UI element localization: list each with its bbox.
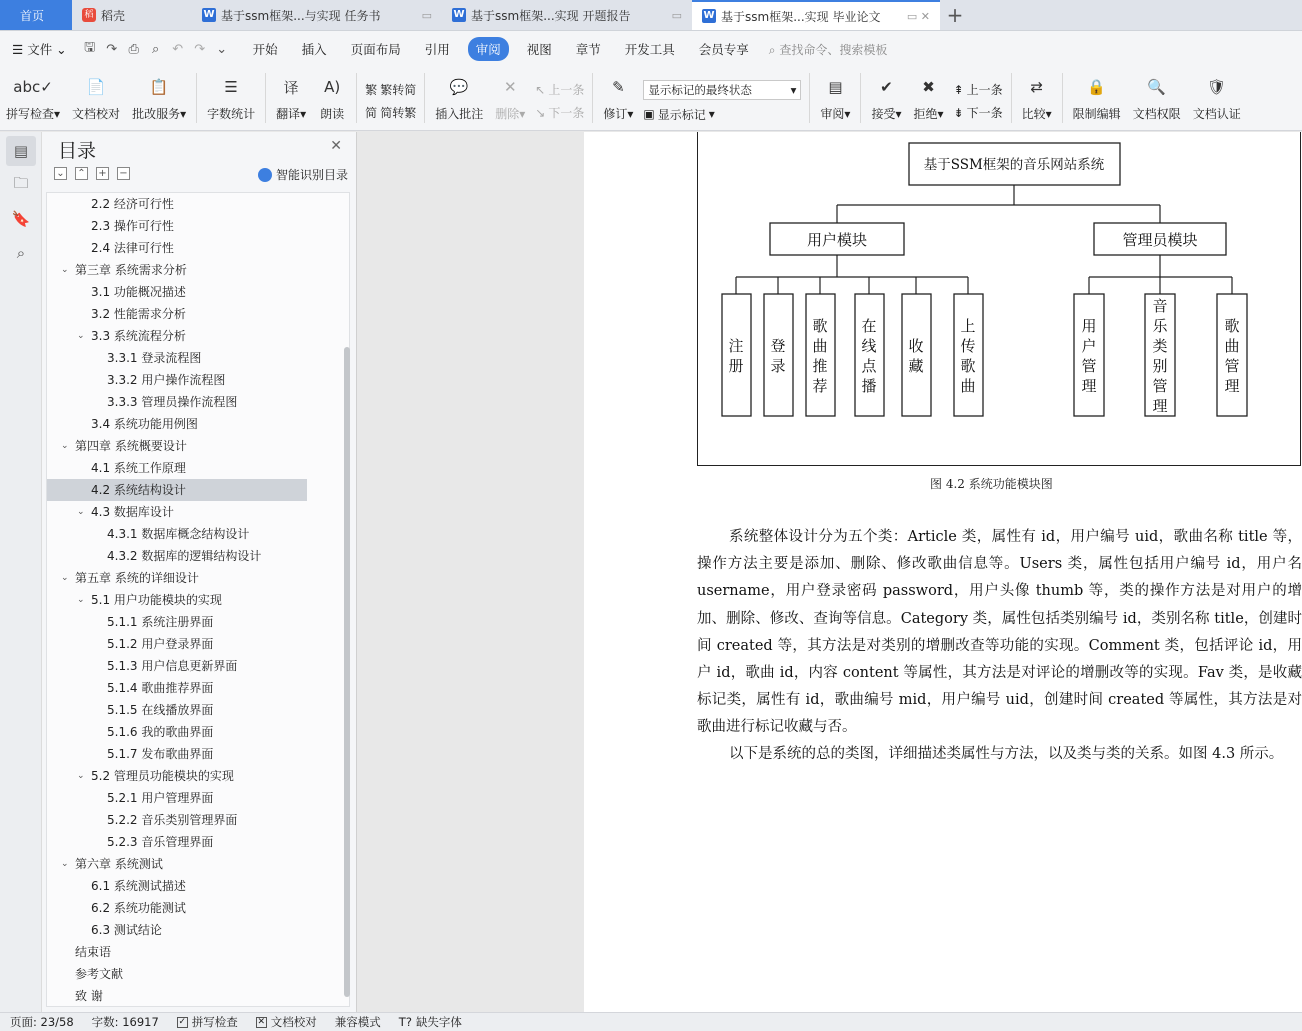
command-search-placeholder: 查找命令、搜索模板 bbox=[779, 42, 888, 57]
command-search[interactable]: ⌕ 查找命令、搜索模板 bbox=[768, 42, 888, 57]
admin-function-label: 理 bbox=[1081, 377, 1097, 395]
toc-item-label: 第四章 系统概要设计 bbox=[75, 439, 187, 453]
compat-mode: 兼容模式 bbox=[334, 1015, 381, 1029]
accept-button[interactable]: ✔ 接受▾ bbox=[865, 67, 907, 129]
chapter-nav-icon[interactable]: 🗀 bbox=[13, 173, 29, 192]
toc-item[interactable] bbox=[47, 413, 349, 435]
markup-state-value: 显示标记的最终状态 bbox=[648, 82, 752, 97]
menu-bar bbox=[0, 31, 1302, 67]
markup-state-select[interactable] bbox=[643, 80, 801, 100]
body-paragraph: 系统整体设计分为五个类：Article 类，属性有 id，用户编号 uid，歌曲名称 title 等，操作方法主要是添加、删除、修改歌曲信息等。Users 类，属性包括用户编号 id，用户名 username，用户登录密码 password，用户头像 thumb 等，类的操作方法是对用户的增加、删除、修改、查询等信息。Category 类，属性包括类别编号 id，类别名称 title，创建时间 created 等，其方法是对类别的增删改查等功能的实现。Comment 类，包括评论 id，用户 id，歌曲 id，内容 content 等属性，其方法是对评论的增删改等的实现。Fav 类，是收藏标记类，属性有 id，歌曲编号 mid，用户编号 uid，创建时间 created 等属性，其方法是对歌曲进行标记收藏与否。 bbox=[697, 529, 1302, 736]
chevron-down-icon[interactable]: ⌄ bbox=[77, 595, 85, 605]
toc-item[interactable] bbox=[47, 677, 349, 699]
chevron-down-icon[interactable]: ⌄ bbox=[77, 331, 85, 341]
toc-item[interactable] bbox=[47, 721, 349, 743]
trad-to-simp-button[interactable] bbox=[365, 81, 416, 98]
chevron-down-icon: ▾ bbox=[790, 82, 797, 97]
trad-simp-group bbox=[361, 67, 420, 129]
toc-scrollbar[interactable] bbox=[344, 347, 350, 997]
toc-item-label: 5.2.1 用户管理界面 bbox=[107, 791, 214, 805]
admin-function-label: 用 bbox=[1081, 317, 1097, 335]
word-count-label: 字数统计 bbox=[207, 107, 256, 121]
comment-nav-group bbox=[531, 67, 588, 129]
tab-doc-proposal-label: 基于ssm框架...实现 开题报告 bbox=[471, 8, 631, 23]
toc-item[interactable] bbox=[47, 633, 349, 655]
toc-item[interactable] bbox=[47, 809, 349, 831]
screen-icon[interactable]: ▭ bbox=[421, 8, 432, 22]
user-function-box bbox=[954, 294, 983, 416]
toc-item[interactable] bbox=[47, 193, 349, 215]
markup-group bbox=[639, 67, 805, 129]
admin-function-label: 理 bbox=[1152, 397, 1168, 415]
tab-doc-task-label: 基于ssm框架...与实现 任务书 bbox=[221, 8, 381, 23]
spellcheck-label: 拼写检查 bbox=[6, 107, 55, 121]
user-function-label: 在 bbox=[861, 317, 877, 335]
user-function-label: 曲 bbox=[812, 337, 828, 355]
toc-item-label: 5.2.3 音乐管理界面 bbox=[107, 835, 214, 849]
spellcheck-icon: abc✓ bbox=[13, 78, 53, 96]
reject-icon: ✖ bbox=[922, 78, 935, 96]
doc-permission-button[interactable] bbox=[1127, 67, 1187, 129]
insert-comment-label: 插入批注 bbox=[435, 107, 484, 121]
user-function-label: 推 bbox=[812, 357, 828, 375]
toc-item-label: 4.3.2 数据库的逻辑结构设计 bbox=[107, 549, 262, 563]
chevron-down-icon[interactable]: ⌄ bbox=[61, 441, 69, 451]
toc-panel-icon[interactable]: ▤ bbox=[6, 136, 36, 166]
body-paragraph: 以下是系统的总的类图，详细描述类属性与方法，以及类与类的关系。如图 4.3 所示。 bbox=[729, 746, 1284, 762]
font-icon: T? bbox=[398, 1015, 412, 1029]
wps-writer-icon: W bbox=[203, 9, 215, 20]
simp-to-trad-label: 简转繁 bbox=[380, 106, 417, 120]
user-function-label: 收 bbox=[908, 337, 924, 355]
user-function-label: 上 bbox=[960, 317, 976, 335]
toc-item-label: 3.3.1 登录流程图 bbox=[107, 351, 202, 365]
prev-icon: ↖ bbox=[535, 82, 546, 97]
toc-item[interactable] bbox=[47, 237, 349, 259]
user-function-label: 线 bbox=[861, 337, 877, 355]
toc-title: 目录 bbox=[58, 140, 97, 162]
toc-item-label: 3.2 性能需求分析 bbox=[91, 307, 186, 321]
toc-item-label: 5.1 用户功能模块的实现 bbox=[91, 593, 222, 607]
tab-daoke-label: 稻壳 bbox=[101, 8, 126, 23]
chevron-down-icon[interactable]: ⌄ bbox=[61, 859, 69, 869]
toc-item[interactable] bbox=[47, 941, 349, 963]
doc-proof-icon: 📄 bbox=[86, 78, 106, 96]
admin-function-label: 音 bbox=[1152, 297, 1168, 315]
menu-review[interactable]: 审阅 bbox=[468, 37, 509, 61]
prev-change-icon: ⇞ bbox=[953, 82, 964, 97]
new-tab-button[interactable]: + bbox=[946, 3, 964, 27]
toc-item[interactable] bbox=[47, 567, 349, 589]
toc-item[interactable] bbox=[47, 523, 349, 545]
user-function-box bbox=[722, 294, 751, 416]
file-menu[interactable]: ☰ 文件 ⌄ bbox=[12, 42, 67, 57]
user-function-label: 藏 bbox=[908, 357, 924, 375]
toc-item[interactable] bbox=[47, 919, 349, 941]
batch-service-button[interactable]: 📋 批改服务▾ bbox=[126, 67, 192, 129]
admin-function-label: 理 bbox=[1224, 377, 1240, 395]
toc-item-label: 5.2 管理员功能模块的实现 bbox=[91, 769, 234, 783]
toc-item-label: 第三章 系统需求分析 bbox=[75, 263, 187, 277]
toc-item-label: 2.4 法律可行性 bbox=[91, 241, 174, 255]
trad-simp-icon: 繁 bbox=[365, 83, 378, 97]
toc-item[interactable] bbox=[47, 479, 307, 501]
preview-icon[interactable]: ⌕ bbox=[152, 41, 160, 57]
simp-trad-icon: 简 bbox=[365, 106, 378, 120]
word-count[interactable]: 字数: 16917 bbox=[91, 1015, 159, 1029]
doc-cert-label: 文档认证 bbox=[1192, 107, 1241, 121]
compare-icon: ⇄ bbox=[1030, 78, 1043, 96]
ribbon-divider bbox=[265, 73, 266, 123]
undo-icon[interactable]: ↶ bbox=[172, 41, 184, 57]
nav-rail bbox=[0, 132, 42, 1012]
menu-insert[interactable]: 插入 bbox=[301, 42, 327, 57]
menu-devtools[interactable]: 开发工具 bbox=[624, 42, 675, 57]
toc-item-label: 5.1.3 用户信息更新界面 bbox=[107, 659, 238, 673]
ribbon-divider bbox=[592, 73, 593, 123]
tab-daoke[interactable] bbox=[72, 0, 192, 30]
save-icon[interactable]: 🖫 bbox=[84, 40, 96, 55]
toc-item[interactable] bbox=[47, 435, 349, 457]
toc-item-label: 5.1.7 发布歌曲界面 bbox=[107, 747, 214, 761]
toc-item[interactable] bbox=[47, 369, 349, 391]
plus-icon[interactable]: + bbox=[96, 167, 109, 180]
compare-label: 比较 bbox=[1021, 107, 1046, 121]
toc-item[interactable] bbox=[47, 259, 349, 281]
admin-function-label: 管 bbox=[1152, 377, 1168, 395]
toc-item-label: 5.1.6 我的歌曲界面 bbox=[107, 725, 214, 739]
spellcheck-toggle[interactable] bbox=[167, 1014, 246, 1030]
search-icon[interactable]: ⌕ bbox=[16, 244, 26, 262]
ribbon-divider bbox=[809, 73, 810, 123]
toc-item-label: 3.3.2 用户操作流程图 bbox=[107, 373, 226, 387]
toc-item[interactable] bbox=[47, 391, 349, 413]
trad-to-simp-label: 繁转简 bbox=[380, 83, 417, 97]
admin-function-box bbox=[1217, 294, 1247, 416]
prev-comment-button[interactable] bbox=[535, 81, 584, 98]
user-function-label: 注 bbox=[728, 337, 744, 355]
minus-icon[interactable]: − bbox=[117, 167, 130, 180]
review-ribbon bbox=[0, 67, 1302, 131]
user-function-box bbox=[855, 294, 884, 416]
toc-item-label: 第六章 系统测试 bbox=[75, 857, 163, 871]
ribbon-divider bbox=[860, 73, 861, 123]
toc-item[interactable] bbox=[47, 699, 349, 721]
toc-item-label: 4.3 数据库设计 bbox=[91, 505, 174, 519]
toc-item-label: 4.1 系统工作原理 bbox=[91, 461, 186, 475]
toc-toolbar bbox=[54, 167, 130, 180]
toc-item[interactable] bbox=[47, 875, 349, 897]
page-indicator[interactable]: 页面: 23/58 bbox=[10, 1015, 74, 1029]
admin-function-label: 管 bbox=[1081, 357, 1097, 375]
toc-item-label: 致 谢 bbox=[75, 989, 103, 1003]
menu-chapter[interactable]: 章节 bbox=[575, 42, 601, 57]
admin-function-label: 歌 bbox=[1224, 317, 1240, 335]
toc-item[interactable] bbox=[47, 787, 349, 809]
menu-member[interactable]: 会员专享 bbox=[698, 42, 749, 57]
doc-proof-label: 文档校对 bbox=[72, 107, 121, 121]
collapse-all-icon[interactable]: ⌄ bbox=[54, 167, 67, 180]
batch-service-label: 批改服务 bbox=[132, 107, 181, 121]
tab-doc-proposal[interactable] bbox=[442, 0, 692, 30]
toc-item-label: 3.1 功能概况描述 bbox=[91, 285, 186, 299]
close-icon[interactable]: ▭ ✕ bbox=[906, 9, 930, 23]
next-change-label: 下一条 bbox=[966, 106, 1003, 120]
tab-bar bbox=[0, 0, 1302, 31]
file-menu-label: 文件 bbox=[27, 42, 53, 57]
restrict-edit-button[interactable] bbox=[1067, 67, 1127, 129]
toc-item-label: 6.2 系统功能测试 bbox=[91, 901, 186, 915]
expand-up-icon[interactable]: ⌃ bbox=[75, 167, 88, 180]
batch-service-icon: 📋 bbox=[149, 78, 169, 96]
prev-change-label: 上一条 bbox=[966, 83, 1003, 97]
status-bar bbox=[0, 1012, 1302, 1031]
user-module-label: 用户模块 bbox=[806, 231, 868, 249]
next-change-icon: ⇟ bbox=[953, 105, 964, 120]
tab-home[interactable] bbox=[0, 0, 72, 30]
tab-doc-task[interactable] bbox=[192, 0, 442, 30]
doc-permission-label: 文档权限 bbox=[1132, 107, 1181, 121]
lock-icon: 🔒 bbox=[1087, 78, 1106, 96]
toc-item[interactable] bbox=[47, 655, 349, 677]
user-function-label: 册 bbox=[728, 357, 744, 375]
toc-item[interactable] bbox=[47, 457, 349, 479]
redo-icon[interactable]: ↷ bbox=[194, 41, 206, 57]
admin-function-label: 曲 bbox=[1224, 337, 1240, 355]
user-function-label: 录 bbox=[770, 357, 786, 375]
missing-font[interactable] bbox=[389, 1014, 470, 1030]
accept-label: 接受 bbox=[871, 107, 896, 121]
admin-function-label: 类 bbox=[1152, 337, 1168, 355]
toc-item-label: 3.3.3 管理员操作流程图 bbox=[107, 395, 238, 409]
toc-item-label: 6.1 系统测试描述 bbox=[91, 879, 186, 893]
admin-function-box bbox=[1074, 294, 1104, 416]
revise-button[interactable]: ✎ 修订▾ bbox=[597, 67, 639, 129]
compare-button[interactable]: ⇄ 比较▾ bbox=[1016, 67, 1058, 129]
chevron-down-icon[interactable]: ⌄ bbox=[77, 771, 85, 781]
delete-comment-label: 删除 bbox=[495, 107, 520, 121]
toc-item[interactable] bbox=[47, 897, 349, 919]
print-icon[interactable]: ⎙ bbox=[128, 41, 139, 57]
toc-item-label: 5.1.4 歌曲推荐界面 bbox=[107, 681, 214, 695]
user-function-label: 荐 bbox=[812, 377, 828, 395]
translate-button[interactable]: 译 翻译▾ bbox=[270, 67, 312, 129]
read-aloud-label: 朗读 bbox=[320, 107, 345, 121]
missing-font-label: 缺失字体 bbox=[415, 1015, 462, 1029]
toc-item[interactable] bbox=[47, 501, 349, 523]
toc-list bbox=[46, 192, 350, 1007]
toc-item[interactable] bbox=[47, 831, 349, 853]
tab-doc-thesis-label: 基于ssm框架...实现 毕业论文 bbox=[721, 9, 881, 24]
user-function-box bbox=[764, 294, 793, 416]
chevron-down-icon[interactable]: ⌄ bbox=[61, 573, 69, 583]
export-icon[interactable]: ↷ bbox=[106, 41, 118, 57]
show-markup-label: 显示标记 bbox=[657, 107, 706, 122]
smart-toc-label: 智能识别目录 bbox=[275, 168, 348, 182]
prev-comment-label: 上一条 bbox=[548, 83, 585, 97]
wps-writer-icon: W bbox=[703, 10, 715, 21]
toc-item-label: 5.1.1 系统注册界面 bbox=[107, 615, 214, 629]
toc-item-label: 2.2 经济可行性 bbox=[91, 197, 174, 211]
toc-item-label: 5.1.2 用户登录界面 bbox=[107, 637, 214, 651]
toc-item-label: 3.3 系统流程分析 bbox=[91, 329, 186, 343]
ribbon-divider bbox=[1011, 73, 1012, 123]
review-pane-button[interactable]: ▤ 审阅▾ bbox=[814, 67, 856, 129]
ribbon-divider bbox=[1062, 73, 1063, 123]
toc-item[interactable] bbox=[47, 985, 349, 1007]
admin-function-label: 管 bbox=[1224, 357, 1240, 375]
toc-item[interactable] bbox=[47, 963, 349, 985]
wps-writer-icon: W bbox=[453, 9, 465, 20]
toc-item-label: 5.2.2 音乐类别管理界面 bbox=[107, 813, 238, 827]
restrict-edit-label: 限制编辑 bbox=[1072, 107, 1121, 121]
admin-module-label: 管理员模块 bbox=[1122, 231, 1198, 249]
toc-panel bbox=[42, 132, 356, 1012]
next-comment-label: 下一条 bbox=[548, 106, 585, 120]
proof-toggle[interactable] bbox=[246, 1014, 325, 1030]
document-page bbox=[584, 132, 1302, 1012]
word-count-button[interactable] bbox=[201, 67, 261, 129]
admin-function-label: 乐 bbox=[1152, 317, 1168, 335]
close-icon[interactable]: ✕ bbox=[330, 138, 342, 154]
screen-icon[interactable]: ▭ bbox=[671, 8, 682, 22]
user-function-box bbox=[806, 294, 835, 416]
toc-item-label: 第五章 系统的详细设计 bbox=[75, 571, 199, 585]
delete-comment-button[interactable]: ✕ 删除▾ bbox=[489, 67, 531, 129]
review-pane-label: 审阅 bbox=[820, 107, 845, 121]
doc-cert-button[interactable] bbox=[1187, 67, 1247, 129]
read-aloud-icon: A) bbox=[324, 78, 341, 96]
next-change-button[interactable] bbox=[954, 104, 1003, 121]
review-pane-icon: ▤ bbox=[828, 78, 843, 96]
smart-toc-button[interactable] bbox=[258, 166, 348, 183]
show-markup-icon: ▣ bbox=[643, 107, 655, 121]
toc-item-label: 参考文献 bbox=[75, 967, 124, 981]
permission-icon: 🔍 bbox=[1147, 78, 1167, 96]
user-function-label: 登 bbox=[770, 337, 786, 355]
spellcheck-button[interactable]: abc✓ 拼写检查▾ bbox=[0, 67, 66, 129]
tab-home-label: 首页 bbox=[20, 8, 45, 23]
chevron-down-icon[interactable]: ⌄ bbox=[61, 265, 69, 275]
insert-comment-icon: 💬 bbox=[449, 78, 469, 96]
more-icon[interactable]: ⌄ bbox=[216, 41, 228, 57]
toc-item[interactable] bbox=[47, 853, 349, 875]
next-comment-button[interactable] bbox=[535, 104, 584, 121]
toc-item[interactable] bbox=[47, 281, 349, 303]
delete-comment-icon: ✕ bbox=[503, 78, 517, 96]
toc-item[interactable] bbox=[47, 589, 349, 611]
toc-item[interactable] bbox=[47, 325, 349, 347]
user-function-label: 传 bbox=[960, 337, 976, 355]
module-diagram bbox=[698, 132, 1302, 466]
toc-item-label: 3.4 系统功能用例图 bbox=[91, 417, 198, 431]
revise-icon: ✎ bbox=[612, 78, 625, 96]
figure-caption: 图 4.2 系统功能模块图 bbox=[930, 477, 1053, 491]
toc-item[interactable] bbox=[47, 215, 349, 237]
user-function-box bbox=[902, 294, 931, 416]
toc-item[interactable] bbox=[47, 743, 349, 765]
document-margin bbox=[356, 132, 584, 1012]
spellcheck-status-label: 拼写检查 bbox=[191, 1015, 238, 1029]
toc-item[interactable] bbox=[47, 765, 349, 787]
user-function-label: 歌 bbox=[812, 317, 828, 335]
root-module-label: 基于SSM框架的音乐网站系统 bbox=[923, 157, 1105, 173]
menu-layout[interactable]: 页面布局 bbox=[350, 42, 401, 57]
reject-label: 拒绝 bbox=[913, 107, 938, 121]
tab-doc-thesis[interactable] bbox=[692, 0, 940, 30]
ribbon-divider bbox=[356, 73, 357, 123]
change-nav-group bbox=[950, 67, 1007, 129]
next-icon: ↘ bbox=[535, 105, 546, 120]
checkbox-icon: ✕ bbox=[257, 1016, 266, 1027]
toc-item-label: 5.1.5 在线播放界面 bbox=[107, 703, 214, 717]
simp-to-trad-button[interactable] bbox=[365, 104, 416, 121]
translate-icon: 译 bbox=[283, 78, 299, 97]
user-function-label: 歌 bbox=[960, 357, 976, 375]
word-count-icon: ☰ bbox=[224, 78, 238, 96]
daoke-icon: 稻 bbox=[82, 8, 96, 22]
user-function-label: 播 bbox=[861, 377, 877, 395]
ai-icon bbox=[258, 168, 272, 182]
translate-label: 翻译 bbox=[276, 107, 301, 121]
ribbon-divider bbox=[196, 73, 197, 123]
toc-item-label: 4.3.1 数据库概念结构设计 bbox=[107, 527, 250, 541]
toc-item[interactable] bbox=[47, 545, 349, 567]
toc-item-label: 4.2 系统结构设计 bbox=[91, 483, 186, 497]
admin-function-label: 别 bbox=[1152, 357, 1168, 375]
toc-item[interactable] bbox=[47, 611, 349, 633]
toc-item-label: 2.3 操作可行性 bbox=[91, 219, 174, 233]
insert-comment-button[interactable] bbox=[429, 67, 489, 129]
proof-status-label: 文档校对 bbox=[270, 1015, 317, 1029]
user-function-label: 曲 bbox=[960, 377, 976, 395]
menu-reference[interactable]: 引用 bbox=[424, 42, 450, 57]
user-function-label: 点 bbox=[861, 357, 877, 375]
checkbox-icon: ✓ bbox=[178, 1016, 187, 1027]
reject-button[interactable]: ✖ 拒绝▾ bbox=[907, 67, 949, 129]
ribbon-divider bbox=[424, 73, 425, 123]
toc-item[interactable] bbox=[47, 347, 349, 369]
certificate-icon: 🛡 bbox=[1207, 78, 1227, 96]
show-markup-button[interactable]: ▣ 显示标记 ▾ bbox=[643, 107, 715, 122]
revise-label: 修订 bbox=[603, 107, 628, 121]
doc-proof-button[interactable] bbox=[66, 67, 126, 129]
menu-view[interactable]: 视图 bbox=[526, 42, 552, 57]
prev-change-button[interactable] bbox=[954, 81, 1003, 98]
read-aloud-button[interactable] bbox=[312, 67, 352, 129]
accept-icon: ✔ bbox=[880, 78, 893, 96]
toc-item-label: 6.3 测试结论 bbox=[91, 923, 162, 937]
toc-item[interactable] bbox=[47, 303, 349, 325]
chevron-down-icon[interactable]: ⌄ bbox=[77, 507, 85, 517]
menu-start[interactable]: 开始 bbox=[252, 42, 278, 57]
toc-item-label: 结束语 bbox=[75, 945, 112, 959]
module-diagram-frame bbox=[697, 132, 1301, 466]
admin-function-label: 户 bbox=[1081, 337, 1097, 355]
bookmark-icon[interactable]: 🔖 bbox=[11, 210, 31, 228]
